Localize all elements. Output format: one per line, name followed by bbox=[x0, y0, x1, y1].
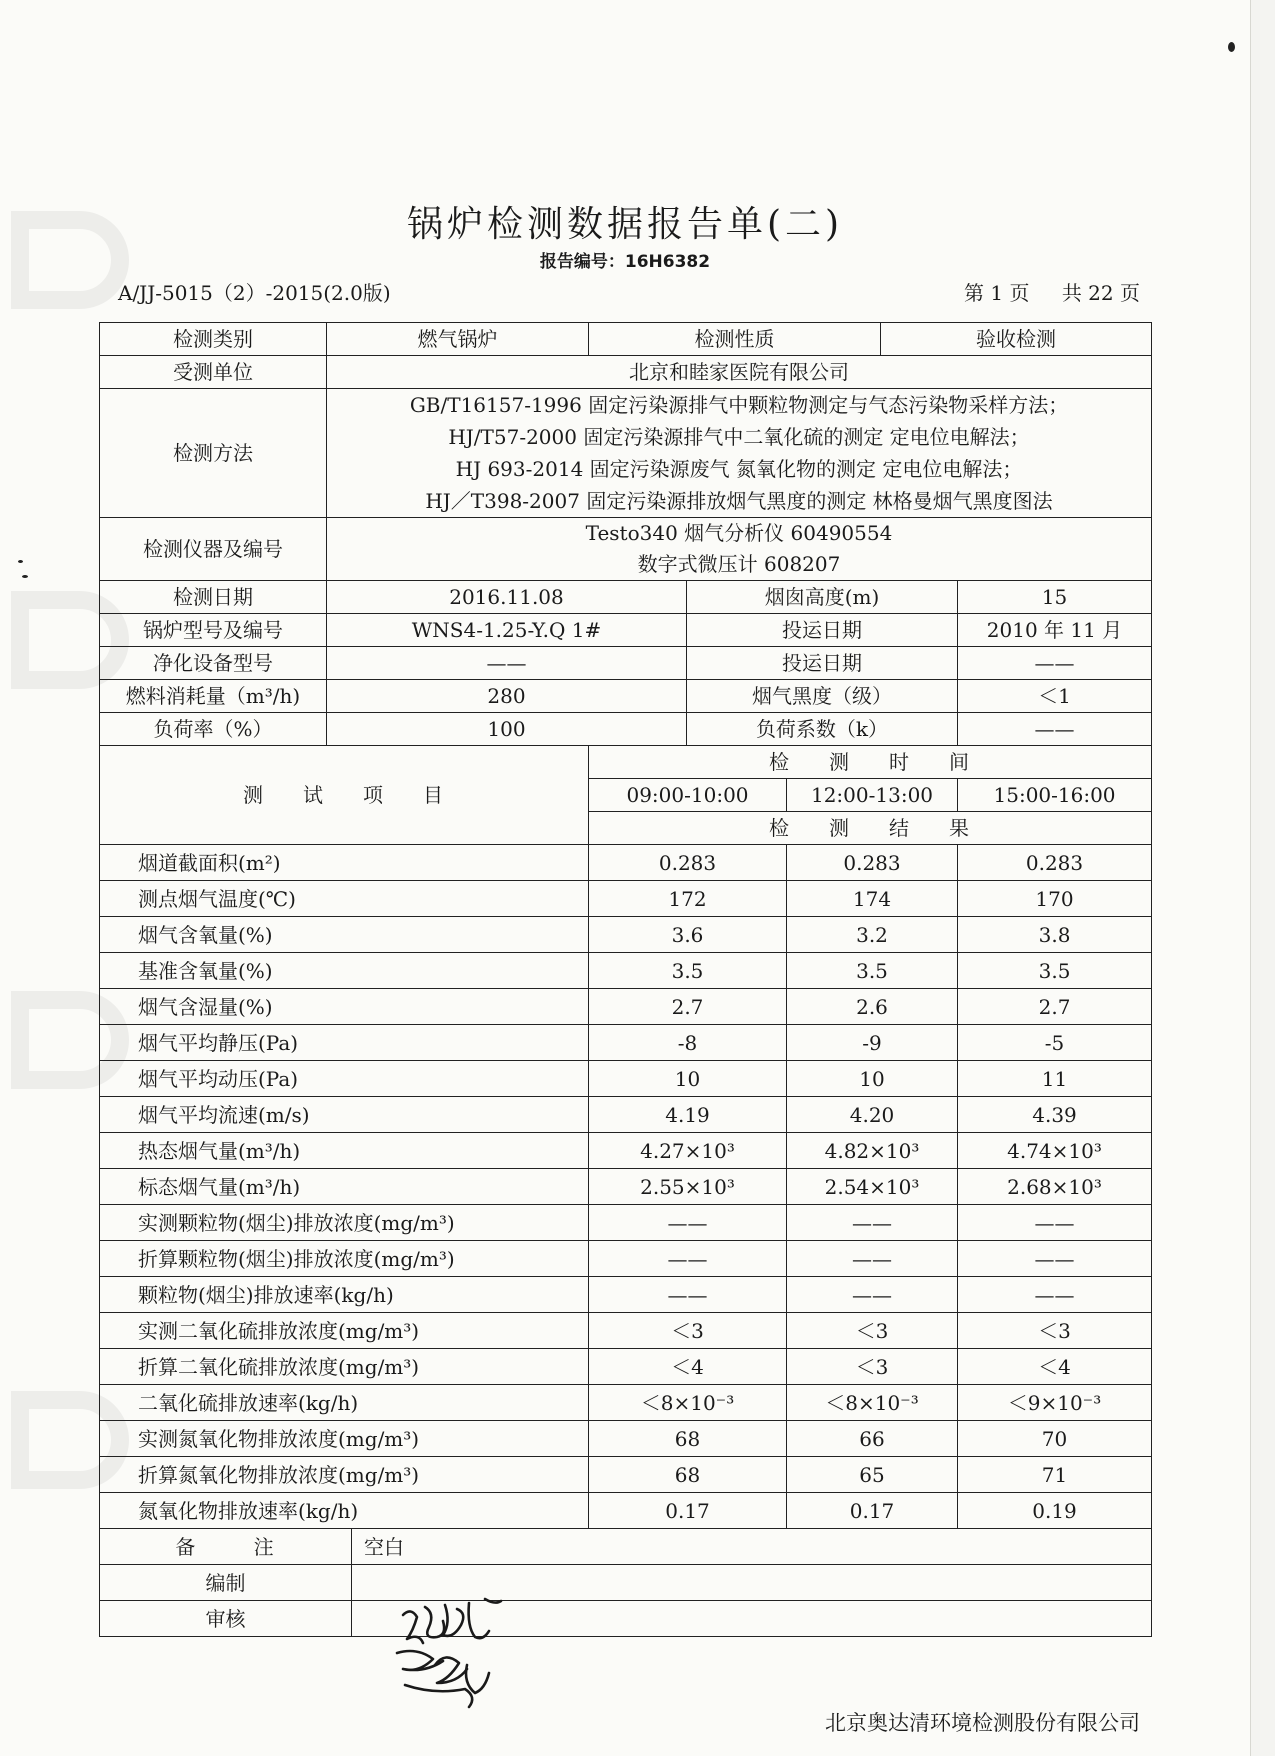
instrument-line: 数字式微压计 608207 bbox=[637, 552, 841, 576]
value-inspect-nature: 验收检测 bbox=[881, 323, 1152, 356]
test-value: 4.19 bbox=[589, 1097, 787, 1133]
value-inspect-type: 燃气锅炉 bbox=[327, 323, 589, 356]
test-item-label: 烟气平均静压(Pa) bbox=[100, 1025, 589, 1061]
test-item-label: 烟气平均动压(Pa) bbox=[100, 1061, 589, 1097]
test-value: —— bbox=[589, 1241, 787, 1277]
table-row bbox=[100, 1169, 1152, 1205]
value-fuel: 280 bbox=[327, 680, 687, 713]
label-boiler-model: 锅炉型号及编号 bbox=[100, 614, 327, 647]
test-value: 68 bbox=[589, 1457, 787, 1493]
label-prepared: 编制 bbox=[100, 1565, 352, 1601]
test-value: ＜3 bbox=[958, 1313, 1152, 1349]
label-method: 检测方法 bbox=[100, 389, 327, 518]
test-value: 4.27×10³ bbox=[589, 1133, 787, 1169]
test-value: 10 bbox=[787, 1061, 958, 1097]
label-load-rate: 负荷率（%） bbox=[100, 713, 327, 746]
test-value: 4.39 bbox=[958, 1097, 1152, 1133]
table-row bbox=[100, 1277, 1152, 1313]
time-slot: 09:00-10:00 bbox=[589, 779, 787, 812]
test-item-label: 测点烟气温度(℃) bbox=[100, 881, 589, 917]
test-item-label: 烟道截面积(m²) bbox=[100, 845, 589, 881]
test-value: —— bbox=[589, 1277, 787, 1313]
test-value: 2.68×10³ bbox=[958, 1169, 1152, 1205]
label-instrument: 检测仪器及编号 bbox=[100, 518, 327, 581]
label-smoke-black: 烟气黑度（级） bbox=[687, 680, 958, 713]
value-client: 北京和睦家医院有限公司 bbox=[327, 356, 1152, 389]
test-item-label: 烟气含氧量(%) bbox=[100, 917, 589, 953]
test-value: 174 bbox=[787, 881, 958, 917]
label-test-items: 测试项目 bbox=[100, 746, 589, 845]
test-value: 4.82×10³ bbox=[787, 1133, 958, 1169]
row-fuel bbox=[100, 680, 1152, 713]
value-boiler-model: WNS4-1.25-Y.Q 1# bbox=[327, 614, 687, 647]
test-item-label: 实测氮氧化物排放浓度(mg/m³) bbox=[100, 1421, 589, 1457]
value-chimney-height: 15 bbox=[958, 581, 1152, 614]
test-value: ＜8×10⁻³ bbox=[589, 1385, 787, 1421]
test-value: ＜9×10⁻³ bbox=[958, 1385, 1152, 1421]
row-remarks bbox=[100, 1529, 1152, 1565]
table-row bbox=[100, 1097, 1152, 1133]
test-value: 0.283 bbox=[787, 845, 958, 881]
report-number: 报告编号：16H6382 bbox=[539, 252, 711, 272]
test-value: 4.20 bbox=[787, 1097, 958, 1133]
test-value: 4.74×10³ bbox=[958, 1133, 1152, 1169]
method-line: HJ 693-2014 固定污染源废气 氮氧化物的测定 定电位电解法； bbox=[455, 457, 1023, 481]
test-value: 71 bbox=[958, 1457, 1152, 1493]
company-name: 北京奥达清环境检测股份有限公司 bbox=[825, 1711, 1140, 1735]
test-value: —— bbox=[958, 1277, 1152, 1313]
test-value: -5 bbox=[958, 1025, 1152, 1061]
test-value: 68 bbox=[589, 1421, 787, 1457]
test-value: 0.283 bbox=[589, 845, 787, 881]
table-row bbox=[100, 917, 1152, 953]
test-item-label: 折算氮氧化物排放浓度(mg/m³) bbox=[100, 1457, 589, 1493]
result-rows bbox=[100, 845, 1152, 1529]
test-value: 170 bbox=[958, 881, 1152, 917]
row-boiler-model bbox=[100, 614, 1152, 647]
table-row bbox=[100, 881, 1152, 917]
test-item-label: 热态烟气量(m³/h) bbox=[100, 1133, 589, 1169]
test-value: -8 bbox=[589, 1025, 787, 1061]
table-row bbox=[100, 1421, 1152, 1457]
test-value: ＜3 bbox=[787, 1313, 958, 1349]
document-code: A/JJ-5015（2）-2015(2.0版) bbox=[118, 281, 391, 305]
table-row bbox=[100, 845, 1152, 881]
row-reviewed bbox=[100, 1601, 1152, 1637]
test-value: 0.19 bbox=[958, 1493, 1152, 1529]
test-item-label: 二氧化硫排放速率(kg/h) bbox=[100, 1385, 589, 1421]
test-value: ＜4 bbox=[589, 1349, 787, 1385]
value-methods bbox=[327, 389, 1152, 518]
label-test-result: 检测结果 bbox=[589, 812, 1152, 845]
test-item-label: 颗粒物(烟尘)排放速率(kg/h) bbox=[100, 1277, 589, 1313]
label-purifier-model: 净化设备型号 bbox=[100, 647, 327, 680]
test-value: —— bbox=[589, 1205, 787, 1241]
row-prepared bbox=[100, 1565, 1152, 1601]
table-row bbox=[100, 1457, 1152, 1493]
label-reviewed: 审核 bbox=[100, 1601, 352, 1637]
test-value: 2.7 bbox=[589, 989, 787, 1025]
test-item-label: 折算二氧化硫排放浓度(mg/m³) bbox=[100, 1349, 589, 1385]
label-date: 检测日期 bbox=[100, 581, 327, 614]
table-row bbox=[100, 1313, 1152, 1349]
row-time-header bbox=[100, 746, 1152, 779]
test-item-label: 基准含氧量(%) bbox=[100, 953, 589, 989]
test-value: 2.6 bbox=[787, 989, 958, 1025]
scan-speck bbox=[22, 575, 28, 578]
instrument-line: Testo340 烟气分析仪 60490554 bbox=[585, 521, 893, 545]
test-value: 2.55×10³ bbox=[589, 1169, 787, 1205]
table-row bbox=[100, 1025, 1152, 1061]
label-inspect-nature: 检测性质 bbox=[589, 323, 881, 356]
test-value: ＜4 bbox=[958, 1349, 1152, 1385]
label-remarks: 备 注 bbox=[100, 1529, 352, 1565]
table-row bbox=[100, 989, 1152, 1025]
test-value: ＜8×10⁻³ bbox=[787, 1385, 958, 1421]
test-value: 2.7 bbox=[958, 989, 1152, 1025]
total-pages: 共 22 页 bbox=[1061, 281, 1140, 305]
scan-speck bbox=[1228, 42, 1235, 52]
row-date bbox=[100, 581, 1152, 614]
value-load-factor: —— bbox=[958, 713, 1152, 746]
test-item-label: 氮氧化物排放速率(kg/h) bbox=[100, 1493, 589, 1529]
method-line: GB/T16157-1996 固定污染源排气中颗粒物测定与气态污染物采样方法； bbox=[409, 393, 1069, 417]
value-purifier-model: —— bbox=[327, 647, 687, 680]
test-item-label: 实测颗粒物(烟尘)排放浓度(mg/m³) bbox=[100, 1205, 589, 1241]
value-remarks: 空白 bbox=[352, 1529, 1152, 1565]
test-value: 3.5 bbox=[589, 953, 787, 989]
test-value: 0.17 bbox=[787, 1493, 958, 1529]
test-value: 70 bbox=[958, 1421, 1152, 1457]
test-value: —— bbox=[787, 1277, 958, 1313]
label-inspect-type: 检测类别 bbox=[100, 323, 327, 356]
test-value: 10 bbox=[589, 1061, 787, 1097]
test-value: 3.5 bbox=[787, 953, 958, 989]
boiler-report-table bbox=[99, 322, 1152, 1637]
test-value: —— bbox=[958, 1241, 1152, 1277]
test-value: 0.283 bbox=[958, 845, 1152, 881]
table-row bbox=[100, 1205, 1152, 1241]
test-value: 3.6 bbox=[589, 917, 787, 953]
test-value: —— bbox=[787, 1205, 958, 1241]
method-line: HJ／T398-2007 固定污染源排放烟气黑度的测定 林格曼烟气黑度图法 bbox=[425, 489, 1053, 513]
table-row bbox=[100, 1241, 1152, 1277]
table-row bbox=[100, 1133, 1152, 1169]
value-smoke-black: ＜1 bbox=[958, 680, 1152, 713]
test-item-label: 烟气含湿量(%) bbox=[100, 989, 589, 1025]
report-title: 锅炉检测数据报告单(二) bbox=[406, 204, 844, 245]
test-value: 3.8 bbox=[958, 917, 1152, 953]
test-value: 2.54×10³ bbox=[787, 1169, 958, 1205]
time-slot: 15:00-16:00 bbox=[958, 779, 1152, 812]
method-line: HJ/T57-2000 固定污染源排气中二氧化硫的测定 定电位电解法； bbox=[448, 425, 1030, 449]
label-client: 受测单位 bbox=[100, 356, 327, 389]
test-value: 172 bbox=[589, 881, 787, 917]
label-chimney-height: 烟囱高度(m) bbox=[687, 581, 958, 614]
label-fuel: 燃料消耗量（m³/h) bbox=[100, 680, 327, 713]
label-load-factor: 负荷系数（k） bbox=[687, 713, 958, 746]
table-row bbox=[100, 1385, 1152, 1421]
current-page: 第 1 页 bbox=[964, 281, 1030, 305]
test-item-label: 标态烟气量(m³/h) bbox=[100, 1169, 589, 1205]
test-item-label: 实测二氧化硫排放浓度(mg/m³) bbox=[100, 1313, 589, 1349]
test-value: 3.5 bbox=[958, 953, 1152, 989]
test-value: 65 bbox=[787, 1457, 958, 1493]
test-value: —— bbox=[958, 1205, 1152, 1241]
label-operation-date: 投运日期 bbox=[687, 614, 958, 647]
row-method bbox=[100, 389, 1152, 518]
test-value: —— bbox=[787, 1241, 958, 1277]
row-load bbox=[100, 713, 1152, 746]
value-purifier-operation-date: —— bbox=[958, 647, 1152, 680]
table-row bbox=[100, 953, 1152, 989]
time-slot: 12:00-13:00 bbox=[787, 779, 958, 812]
test-value: ＜3 bbox=[589, 1313, 787, 1349]
table-row bbox=[100, 1493, 1152, 1529]
row-inspect-type bbox=[100, 323, 1152, 356]
test-item-label: 折算颗粒物(烟尘)排放浓度(mg/m³) bbox=[100, 1241, 589, 1277]
test-value: 0.17 bbox=[589, 1493, 787, 1529]
table-row bbox=[100, 1061, 1152, 1097]
table-row bbox=[100, 1349, 1152, 1385]
handwritten-signature bbox=[385, 1595, 525, 1715]
label-purifier-operation-date: 投运日期 bbox=[687, 647, 958, 680]
test-value: 11 bbox=[958, 1061, 1152, 1097]
row-instrument bbox=[100, 518, 1152, 581]
test-value: 3.2 bbox=[787, 917, 958, 953]
row-purifier bbox=[100, 647, 1152, 680]
label-test-time: 检测时间 bbox=[589, 746, 1152, 779]
test-value: -9 bbox=[787, 1025, 958, 1061]
test-value: 66 bbox=[787, 1421, 958, 1457]
test-value: ＜3 bbox=[787, 1349, 958, 1385]
value-date: 2016.11.08 bbox=[327, 581, 687, 614]
page-indicator bbox=[938, 277, 1140, 306]
value-operation-date: 2010 年 11 月 bbox=[958, 614, 1152, 647]
value-load-rate: 100 bbox=[327, 713, 687, 746]
row-client bbox=[100, 356, 1152, 389]
scan-speck bbox=[18, 560, 23, 563]
value-instruments bbox=[327, 518, 1152, 581]
test-item-label: 烟气平均流速(m/s) bbox=[100, 1097, 589, 1133]
